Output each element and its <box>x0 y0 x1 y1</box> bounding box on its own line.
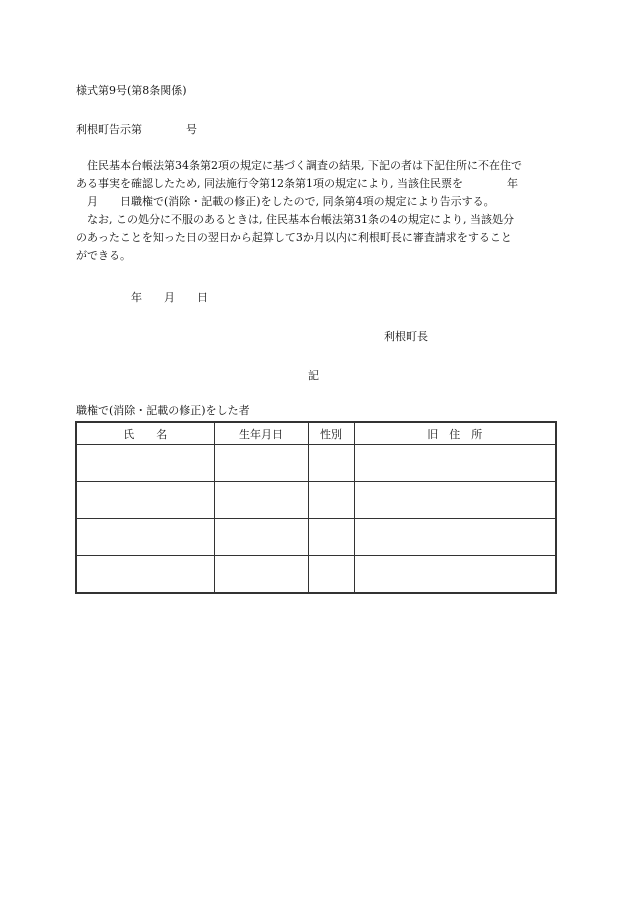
table-cell <box>214 445 308 482</box>
ki-heading: 記 <box>308 369 319 382</box>
table-cell <box>354 445 556 482</box>
records-table <box>75 421 557 594</box>
records-body <box>76 445 556 594</box>
table-cell <box>354 519 556 556</box>
body-line: ができる。 <box>76 249 131 262</box>
table-cell <box>76 445 214 482</box>
header-name: 氏 名 <box>76 422 214 445</box>
table-cell <box>308 445 354 482</box>
table-cell <box>76 519 214 556</box>
table-row <box>76 519 556 556</box>
table-cell <box>76 482 214 519</box>
date-line: 年 月 日 <box>76 291 208 304</box>
table-cell <box>308 519 354 556</box>
table-cell <box>308 482 354 519</box>
body-line: 住民基本台帳法第34条第2項の規定に基づく調査の結果, 下記の者は下記住所に不在住で <box>76 159 522 172</box>
mayor-title: 利根町長 <box>384 330 428 343</box>
table-cell <box>76 556 214 594</box>
notice-number: 利根町告示第 号 <box>76 123 197 136</box>
table-cell <box>308 556 354 594</box>
body-line: 月 日職権で(消除・記載の修正)をしたので, 同条第4項の規定により告示する。 <box>76 195 495 208</box>
table-cell <box>214 482 308 519</box>
form-label: 様式第9号(第8条関係) <box>76 84 187 97</box>
table-cell <box>354 556 556 594</box>
header-birthdate: 生年月日 <box>214 422 308 445</box>
table-cell <box>214 519 308 556</box>
table-header-row <box>76 422 556 445</box>
header-sex: 性別 <box>308 422 354 445</box>
header-former-address: 旧 住 所 <box>354 422 556 445</box>
body-line: なお, この処分に不服のあるときは, 住民基本台帳法第31条の4の規定により, 当該処分 <box>76 213 514 226</box>
body-line: ある事実を確認したため, 同法施行令第12条第1項の規定により, 当該住民票を 年 <box>76 177 518 190</box>
table-cell <box>354 482 556 519</box>
table-cell <box>214 556 308 594</box>
table-row <box>76 445 556 482</box>
table-row <box>76 482 556 519</box>
table-row <box>76 556 556 594</box>
table-caption: 職権で(消除・記載の修正)をした者 <box>76 404 250 417</box>
body-line: のあったことを知った日の翌日から起算して3か月以内に利根町長に審査請求をすること <box>76 231 512 244</box>
